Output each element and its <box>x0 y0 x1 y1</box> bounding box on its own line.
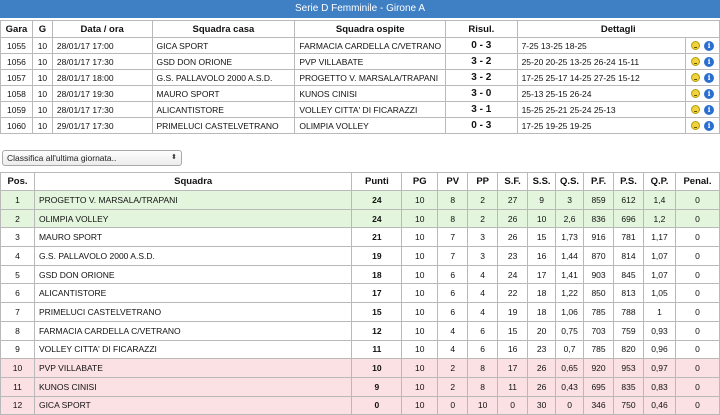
standings-pf-cell: 870 <box>584 247 614 266</box>
smiley-icon[interactable] <box>691 105 700 114</box>
standings-pf-cell: 785 <box>584 340 614 359</box>
standings-pf-cell: 916 <box>584 228 614 247</box>
standings-pen-cell: 0 <box>675 284 719 303</box>
standings-punti-cell: 24 <box>352 209 402 228</box>
standings-ps-cell: 845 <box>614 265 644 284</box>
match-actions-cell <box>686 38 720 54</box>
standings-pv-cell: 6 <box>438 265 468 284</box>
standings-punti-cell: 21 <box>352 228 402 247</box>
standings-ps-cell: 813 <box>614 284 644 303</box>
match-risultato-cell: 3 - 2 <box>446 54 518 70</box>
standings-qp-cell: 0,83 <box>643 377 675 396</box>
standings-pos-cell: 8 <box>1 321 35 340</box>
standings-qp-cell: 1,2 <box>643 209 675 228</box>
standings-pv-cell: 7 <box>438 228 468 247</box>
standings-pp-cell: 4 <box>468 303 498 322</box>
standings-qs-cell: 3 <box>556 191 584 210</box>
matches-col-header: Squadra ospite <box>295 21 446 38</box>
match-row <box>1 38 720 54</box>
match-ospite-cell: PVP VILLABATE <box>295 54 446 70</box>
standings-ss-cell: 17 <box>528 265 556 284</box>
match-casa-cell: ALICANTISTORE <box>152 102 295 118</box>
match-casa-cell: GSD DON ORIONE <box>152 54 295 70</box>
standings-pos-cell: 7 <box>1 303 35 322</box>
standings-qp-cell: 1,05 <box>643 284 675 303</box>
standings-row <box>1 247 720 266</box>
match-ospite-cell: KUNOS CINISI <box>295 86 446 102</box>
standings-sf-cell: 19 <box>498 303 528 322</box>
standings-view-select[interactable] <box>2 150 182 166</box>
standings-qp-cell: 0,97 <box>643 359 675 378</box>
standings-squadra-cell: GSD DON ORIONE <box>34 265 351 284</box>
matches-col-header: Data / ora <box>52 21 152 38</box>
match-actions-cell <box>686 118 720 134</box>
standings-ss-cell: 18 <box>528 303 556 322</box>
match-data-cell: 28/01/17 17:30 <box>52 102 152 118</box>
standings-header-row <box>1 173 720 191</box>
standings-sf-cell: 27 <box>498 191 528 210</box>
standings-pos-cell: 2 <box>1 209 35 228</box>
standings-qs-cell: 1,06 <box>556 303 584 322</box>
standings-pen-cell: 0 <box>675 359 719 378</box>
standings-squadra-cell: PVP VILLABATE <box>34 359 351 378</box>
match-casa-cell: GICA SPORT <box>152 38 295 54</box>
standings-squadra-cell: GICA SPORT <box>34 396 351 415</box>
standings-qs-cell: 0,65 <box>556 359 584 378</box>
standings-pos-cell: 11 <box>1 377 35 396</box>
standings-qs-cell: 1,44 <box>556 247 584 266</box>
matches-col-header: Gara <box>1 21 33 38</box>
match-data-cell: 28/01/17 18:00 <box>52 70 152 86</box>
standings-table <box>0 172 720 415</box>
standings-pp-cell: 8 <box>468 359 498 378</box>
match-risultato-cell: 3 - 2 <box>446 70 518 86</box>
match-g-cell: 10 <box>32 54 52 70</box>
match-risultato-cell: 3 - 0 <box>446 86 518 102</box>
match-ospite-cell: PROGETTO V. MARSALA/TRAPANI <box>295 70 446 86</box>
smiley-icon[interactable] <box>691 121 700 130</box>
standings-pen-cell: 0 <box>675 265 719 284</box>
standings-qs-cell: 1,41 <box>556 265 584 284</box>
standings-punti-cell: 24 <box>352 191 402 210</box>
standings-sf-cell: 11 <box>498 377 528 396</box>
match-gara-cell: 1059 <box>1 102 33 118</box>
match-row <box>1 118 720 134</box>
standings-ps-cell: 750 <box>614 396 644 415</box>
standings-col-header: Punti <box>352 173 402 191</box>
match-actions-cell <box>686 54 720 70</box>
match-row <box>1 102 720 118</box>
standings-punti-cell: 11 <box>352 340 402 359</box>
standings-pf-cell: 703 <box>584 321 614 340</box>
match-row <box>1 86 720 102</box>
standings-sf-cell: 0 <box>498 396 528 415</box>
standings-sf-cell: 17 <box>498 359 528 378</box>
info-icon[interactable]: i <box>704 105 714 115</box>
standings-pp-cell: 2 <box>468 209 498 228</box>
match-gara-cell: 1055 <box>1 38 33 54</box>
standings-squadra-cell: G.S. PALLAVOLO 2000 A.S.D. <box>34 247 351 266</box>
info-icon[interactable]: i <box>704 73 714 83</box>
info-icon[interactable]: i <box>704 121 714 131</box>
matches-col-header: Dettagli <box>517 21 719 38</box>
standings-pen-cell: 0 <box>675 377 719 396</box>
standings-col-header: PV <box>438 173 468 191</box>
standings-row <box>1 359 720 378</box>
match-dettagli-cell: 25-20 20-25 13-25 26-24 15-11 <box>517 54 686 70</box>
select-value: Classifica all'ultima giornata.. <box>7 153 117 163</box>
standings-col-header: Squadra <box>34 173 351 191</box>
match-data-cell: 28/01/17 17:30 <box>52 54 152 70</box>
chevron-updown-icon: ⬍ <box>171 154 177 161</box>
standings-pv-cell: 8 <box>438 191 468 210</box>
match-g-cell: 10 <box>32 102 52 118</box>
standings-pen-cell: 0 <box>675 228 719 247</box>
standings-pf-cell: 836 <box>584 209 614 228</box>
standings-ss-cell: 10 <box>528 209 556 228</box>
smiley-icon[interactable] <box>691 57 700 66</box>
standings-pv-cell: 6 <box>438 284 468 303</box>
match-row <box>1 54 720 70</box>
standings-row <box>1 228 720 247</box>
standings-sf-cell: 24 <box>498 265 528 284</box>
standings-pf-cell: 346 <box>584 396 614 415</box>
match-dettagli-cell: 15-25 25-21 25-24 25-13 <box>517 102 686 118</box>
standings-pos-cell: 10 <box>1 359 35 378</box>
standings-row <box>1 191 720 210</box>
standings-qp-cell: 0,93 <box>643 321 675 340</box>
match-ospite-cell: OLIMPIA VOLLEY <box>295 118 446 134</box>
standings-pen-cell: 0 <box>675 247 719 266</box>
standings-pp-cell: 3 <box>468 247 498 266</box>
matches-col-header: Risul. <box>446 21 518 38</box>
standings-pf-cell: 850 <box>584 284 614 303</box>
standings-pv-cell: 2 <box>438 377 468 396</box>
matches-header-row <box>1 21 720 38</box>
standings-col-header: S.F. <box>498 173 528 191</box>
standings-ps-cell: 781 <box>614 228 644 247</box>
match-actions-cell <box>686 70 720 86</box>
smiley-icon[interactable] <box>691 73 700 82</box>
standings-ss-cell: 16 <box>528 247 556 266</box>
standings-pp-cell: 6 <box>468 321 498 340</box>
standings-pp-cell: 8 <box>468 377 498 396</box>
match-row <box>1 70 720 86</box>
standings-pos-cell: 1 <box>1 191 35 210</box>
standings-ps-cell: 835 <box>614 377 644 396</box>
match-data-cell: 28/01/17 19:30 <box>52 86 152 102</box>
standings-qp-cell: 0,96 <box>643 340 675 359</box>
standings-squadra-cell: OLIMPIA VOLLEY <box>34 209 351 228</box>
standings-pp-cell: 10 <box>468 396 498 415</box>
standings-pv-cell: 7 <box>438 247 468 266</box>
standings-ss-cell: 9 <box>528 191 556 210</box>
standings-ss-cell: 18 <box>528 284 556 303</box>
standings-row <box>1 321 720 340</box>
standings-col-header: PG <box>402 173 438 191</box>
standings-col-header: P.S. <box>614 173 644 191</box>
standings-ss-cell: 30 <box>528 396 556 415</box>
standings-ps-cell: 788 <box>614 303 644 322</box>
matches-col-header: G <box>32 21 52 38</box>
standings-pos-cell: 3 <box>1 228 35 247</box>
standings-qs-cell: 0,75 <box>556 321 584 340</box>
standings-sf-cell: 22 <box>498 284 528 303</box>
standings-row <box>1 284 720 303</box>
standings-pos-cell: 4 <box>1 247 35 266</box>
match-gara-cell: 1056 <box>1 54 33 70</box>
standings-row <box>1 377 720 396</box>
standings-pen-cell: 0 <box>675 303 719 322</box>
match-ospite-cell: FARMACIA CARDELLA C/VETRANO <box>295 38 446 54</box>
standings-squadra-cell: MAURO SPORT <box>34 228 351 247</box>
match-casa-cell: PRIMELUCI CASTELVETRANO <box>152 118 295 134</box>
matches-col-header: Squadra casa <box>152 21 295 38</box>
standings-pen-cell: 0 <box>675 396 719 415</box>
info-icon[interactable]: i <box>704 41 714 51</box>
standings-pp-cell: 2 <box>468 191 498 210</box>
standings-punti-cell: 0 <box>352 396 402 415</box>
match-actions-cell <box>686 102 720 118</box>
standings-punti-cell: 18 <box>352 265 402 284</box>
matches-table <box>0 20 720 134</box>
match-risultato-cell: 3 - 1 <box>446 102 518 118</box>
match-g-cell: 10 <box>32 70 52 86</box>
standings-qs-cell: 1,22 <box>556 284 584 303</box>
standings-pg-cell: 10 <box>402 396 438 415</box>
standings-ss-cell: 23 <box>528 340 556 359</box>
standings-pg-cell: 10 <box>402 209 438 228</box>
page-title: Serie D Femminile - Girone A <box>0 0 720 18</box>
standings-pos-cell: 5 <box>1 265 35 284</box>
standings-row <box>1 303 720 322</box>
match-actions-cell <box>686 86 720 102</box>
standings-row <box>1 265 720 284</box>
standings-qs-cell: 0 <box>556 396 584 415</box>
standings-ps-cell: 953 <box>614 359 644 378</box>
match-g-cell: 10 <box>32 86 52 102</box>
standings-col-header: Q.P. <box>643 173 675 191</box>
match-dettagli-cell: 7-25 13-25 18-25 <box>517 38 686 54</box>
match-data-cell: 28/01/17 17:00 <box>52 38 152 54</box>
info-icon[interactable]: i <box>704 57 714 67</box>
standings-pg-cell: 10 <box>402 321 438 340</box>
standings-col-header: Pos. <box>1 173 35 191</box>
match-data-cell: 29/01/17 17:30 <box>52 118 152 134</box>
standings-pf-cell: 859 <box>584 191 614 210</box>
standings-pf-cell: 695 <box>584 377 614 396</box>
standings-squadra-cell: PRIMELUCI CASTELVETRANO <box>34 303 351 322</box>
standings-pos-cell: 9 <box>1 340 35 359</box>
smiley-icon[interactable] <box>691 89 700 98</box>
standings-squadra-cell: FARMACIA CARDELLA C/VETRANO <box>34 321 351 340</box>
standings-pv-cell: 4 <box>438 340 468 359</box>
match-gara-cell: 1058 <box>1 86 33 102</box>
standings-squadra-cell: KUNOS CINISI <box>34 377 351 396</box>
standings-col-header: P.F. <box>584 173 614 191</box>
match-casa-cell: MAURO SPORT <box>152 86 295 102</box>
standings-pen-cell: 0 <box>675 209 719 228</box>
standings-ps-cell: 696 <box>614 209 644 228</box>
standings-pf-cell: 920 <box>584 359 614 378</box>
standings-sf-cell: 16 <box>498 340 528 359</box>
standings-pv-cell: 0 <box>438 396 468 415</box>
standings-squadra-cell: VOLLEY CITTA' DI FICARAZZI <box>34 340 351 359</box>
match-gara-cell: 1060 <box>1 118 33 134</box>
standings-punti-cell: 12 <box>352 321 402 340</box>
standings-row <box>1 209 720 228</box>
standings-col-header: PP <box>468 173 498 191</box>
standings-punti-cell: 17 <box>352 284 402 303</box>
standings-sf-cell: 23 <box>498 247 528 266</box>
standings-pen-cell: 0 <box>675 191 719 210</box>
standings-pv-cell: 8 <box>438 209 468 228</box>
standings-pf-cell: 903 <box>584 265 614 284</box>
standings-qp-cell: 0,46 <box>643 396 675 415</box>
standings-pp-cell: 4 <box>468 284 498 303</box>
standings-pg-cell: 10 <box>402 191 438 210</box>
match-dettagli-cell: 25-13 25-15 26-24 <box>517 86 686 102</box>
standings-pf-cell: 785 <box>584 303 614 322</box>
standings-pg-cell: 10 <box>402 377 438 396</box>
standings-qs-cell: 0,43 <box>556 377 584 396</box>
standings-pp-cell: 4 <box>468 265 498 284</box>
standings-qp-cell: 1,17 <box>643 228 675 247</box>
standings-row <box>1 340 720 359</box>
standings-ps-cell: 612 <box>614 191 644 210</box>
standings-qs-cell: 2,6 <box>556 209 584 228</box>
standings-punti-cell: 10 <box>352 359 402 378</box>
standings-pg-cell: 10 <box>402 359 438 378</box>
standings-qp-cell: 1,4 <box>643 191 675 210</box>
standings-qp-cell: 1 <box>643 303 675 322</box>
standings-ps-cell: 820 <box>614 340 644 359</box>
match-g-cell: 10 <box>32 118 52 134</box>
smiley-icon[interactable] <box>691 41 700 50</box>
standings-pp-cell: 6 <box>468 340 498 359</box>
match-ospite-cell: VOLLEY CITTA' DI FICARAZZI <box>295 102 446 118</box>
standings-ss-cell: 20 <box>528 321 556 340</box>
standings-ps-cell: 759 <box>614 321 644 340</box>
standings-squadra-cell: ALICANTISTORE <box>34 284 351 303</box>
standings-qp-cell: 1,07 <box>643 247 675 266</box>
standings-pen-cell: 0 <box>675 340 719 359</box>
standings-row <box>1 396 720 415</box>
standings-pg-cell: 10 <box>402 247 438 266</box>
standings-qs-cell: 1,73 <box>556 228 584 247</box>
standings-pv-cell: 6 <box>438 303 468 322</box>
standings-pv-cell: 4 <box>438 321 468 340</box>
match-dettagli-cell: 17-25 25-17 14-25 27-25 15-12 <box>517 70 686 86</box>
standings-pg-cell: 10 <box>402 265 438 284</box>
standings-col-header: Penal. <box>675 173 719 191</box>
match-risultato-cell: 0 - 3 <box>446 38 518 54</box>
match-gara-cell: 1057 <box>1 70 33 86</box>
standings-pg-cell: 10 <box>402 303 438 322</box>
standings-ss-cell: 15 <box>528 228 556 247</box>
standings-pos-cell: 12 <box>1 396 35 415</box>
match-risultato-cell: 0 - 3 <box>446 118 518 134</box>
standings-col-header: Q.S. <box>556 173 584 191</box>
standings-punti-cell: 15 <box>352 303 402 322</box>
standings-ss-cell: 26 <box>528 359 556 378</box>
match-dettagli-cell: 17-25 19-25 19-25 <box>517 118 686 134</box>
standings-qp-cell: 1,07 <box>643 265 675 284</box>
standings-squadra-cell: PROGETTO V. MARSALA/TRAPANI <box>34 191 351 210</box>
standings-sf-cell: 26 <box>498 228 528 247</box>
standings-pen-cell: 0 <box>675 321 719 340</box>
info-icon[interactable]: i <box>704 89 714 99</box>
standings-sf-cell: 26 <box>498 209 528 228</box>
standings-ps-cell: 814 <box>614 247 644 266</box>
standings-pv-cell: 2 <box>438 359 468 378</box>
standings-punti-cell: 19 <box>352 247 402 266</box>
match-casa-cell: G.S. PALLAVOLO 2000 A.S.D. <box>152 70 295 86</box>
standings-col-header: S.S. <box>528 173 556 191</box>
standings-pos-cell: 6 <box>1 284 35 303</box>
match-g-cell: 10 <box>32 38 52 54</box>
standings-pg-cell: 10 <box>402 228 438 247</box>
standings-sf-cell: 15 <box>498 321 528 340</box>
standings-pg-cell: 10 <box>402 340 438 359</box>
standings-pp-cell: 3 <box>468 228 498 247</box>
standings-qs-cell: 0,7 <box>556 340 584 359</box>
standings-ss-cell: 26 <box>528 377 556 396</box>
standings-pg-cell: 10 <box>402 284 438 303</box>
standings-punti-cell: 9 <box>352 377 402 396</box>
